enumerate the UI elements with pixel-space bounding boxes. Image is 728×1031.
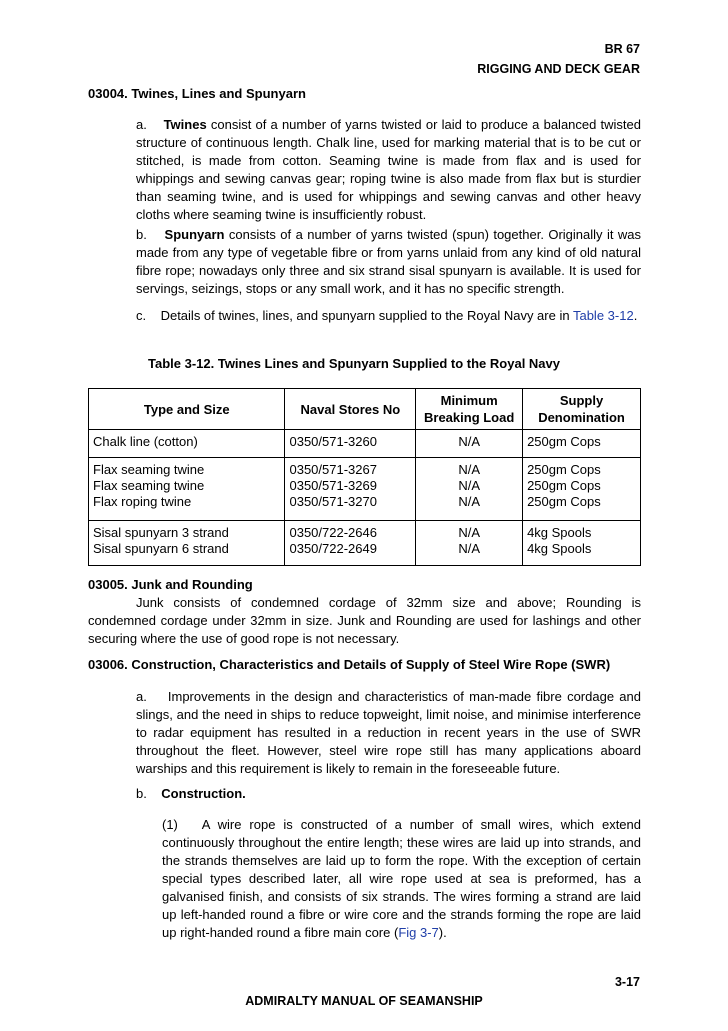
table-caption: Table 3-12. Twines Lines and Spunyarn Supplied to the Royal Navy bbox=[148, 356, 560, 371]
cell-type: Chalk line (cotton) bbox=[89, 430, 285, 458]
para-label: c. bbox=[136, 308, 147, 323]
header-code: BR 67 bbox=[604, 42, 640, 56]
cell-stores: 0350/571-3260 bbox=[285, 430, 416, 458]
supply-table bbox=[88, 388, 641, 566]
cell-stores: 0350/571-3267 0350/571-3269 0350/571-3270 bbox=[285, 457, 416, 520]
col-header-stores: Naval Stores No bbox=[285, 389, 416, 430]
para-label: b. bbox=[136, 786, 147, 801]
section-title-03006: 03006. Construction, Characteristics and Details of Supply of Steel Wire Rope (SWR) bbox=[88, 657, 611, 672]
table-row bbox=[89, 457, 641, 520]
section-title-03005: 03005. Junk and Rounding bbox=[88, 577, 253, 592]
para-label: a. bbox=[136, 117, 147, 132]
para-text: consist of a number of yarns twisted or laid to produce a balanced twisted structure of continuous length. Chalk line, used for marking material that is to be cut or stitched, is made from cotton. Seaming twine is made from flax and is used for whippings and sewing canvas gear; roping twine is also made from flax but is sturdier than seaming twine, and is used for whippings and sewing canvas and other heavy cloths where seaming twine is insufficiently robust. bbox=[136, 117, 642, 222]
cell-load: N/A N/A N/A bbox=[416, 457, 523, 520]
paragraph-improvements bbox=[136, 688, 641, 778]
para-text: Details of twines, lines, and spunyarn supplied to the Royal Navy are in bbox=[160, 308, 573, 323]
para-text: consists of a number of yarns twisted (spun) together. Originally it was made from any type of vegetable fibre or from yarns unlaid from any kind of old natural fibre rope; nowadays only three and six strand sisal spunyarn is available. It is used for servings, seizings, stops or any small work, and it has no specific strength. bbox=[136, 227, 641, 296]
table-row bbox=[89, 520, 641, 565]
cell-supply: 250gm Cops 250gm Cops 250gm Cops bbox=[523, 457, 641, 520]
para-text: A wire rope is constructed of a number of small wires, which extend continuously throughout the entire length; these wires are laid up into strands, and the strands themselves are laid up to form the rope. With the exception of certain special types described later, all wire rope used at sea is preformed, has a galvanised finish, and consists of six strands. The wires forming a strand are laid up left-handed round a fibre or wire core and the strands forming the rope are laid up right-handed round a fibre main core ( bbox=[162, 817, 641, 940]
paragraph-twines bbox=[136, 116, 641, 224]
col-header-load: Minimum Breaking Load bbox=[416, 389, 523, 430]
section-title-03004: 03004. Twines, Lines and Spunyarn bbox=[88, 86, 306, 101]
paragraph-junk: Junk consists of condemned cordage of 32mm size and above; Rounding is condemned cordage under 32mm in size. Junk and Rounding are used for lashings and other securing where the use of good rope is not necessary. bbox=[88, 595, 641, 646]
cell-stores: 0350/722-2646 0350/722-2649 bbox=[285, 520, 416, 565]
subheading-construction bbox=[136, 785, 641, 803]
footer-title: ADMIRALTY MANUAL OF SEAMANSHIP bbox=[245, 994, 483, 1008]
header-title: RIGGING AND DECK GEAR bbox=[477, 62, 640, 76]
paragraph-wire-rope bbox=[162, 816, 641, 942]
para-end: . bbox=[633, 308, 638, 323]
cell-load: N/A bbox=[416, 430, 523, 458]
figure-link[interactable]: Fig 3-7 bbox=[398, 925, 439, 940]
table-header-row bbox=[89, 389, 641, 430]
paragraph-details bbox=[136, 307, 641, 325]
table-row bbox=[89, 430, 641, 458]
term-construction: Construction. bbox=[161, 786, 246, 801]
cell-supply: 250gm Cops bbox=[523, 430, 641, 458]
term-twines: Twines bbox=[163, 117, 207, 132]
cell-type: Flax seaming twine Flax seaming twine Flax roping twine bbox=[89, 457, 285, 520]
para-label: (1) bbox=[162, 817, 178, 832]
para-text: Improvements in the design and characteristics of man-made fibre cordage and slings, and the need in ships to reduce topweight, limit noise, and minimise interference to radar equipment has resulted in a reduction in recent years in the use of SWR throughout the fleet. However, steel wire rope still has many applications aboard warships and this requirement is likely to remain in the foreseeable future. bbox=[136, 689, 641, 776]
cell-supply: 4kg Spools 4kg Spools bbox=[523, 520, 641, 565]
cell-type: Sisal spunyarn 3 strand Sisal spunyarn 6 strand bbox=[89, 520, 285, 565]
paragraph-spunyarn bbox=[136, 226, 641, 298]
col-header-supply: Supply Denomination bbox=[523, 389, 641, 430]
col-header-type: Type and Size bbox=[89, 389, 285, 430]
page-number: 3-17 bbox=[614, 975, 640, 989]
cell-load: N/A N/A bbox=[416, 520, 523, 565]
para-end: ). bbox=[438, 925, 447, 940]
para-label: a. bbox=[136, 689, 147, 704]
para-label: b. bbox=[136, 227, 147, 242]
table-link[interactable]: Table 3-12 bbox=[572, 308, 634, 323]
term-spunyarn: Spunyarn bbox=[164, 227, 225, 242]
